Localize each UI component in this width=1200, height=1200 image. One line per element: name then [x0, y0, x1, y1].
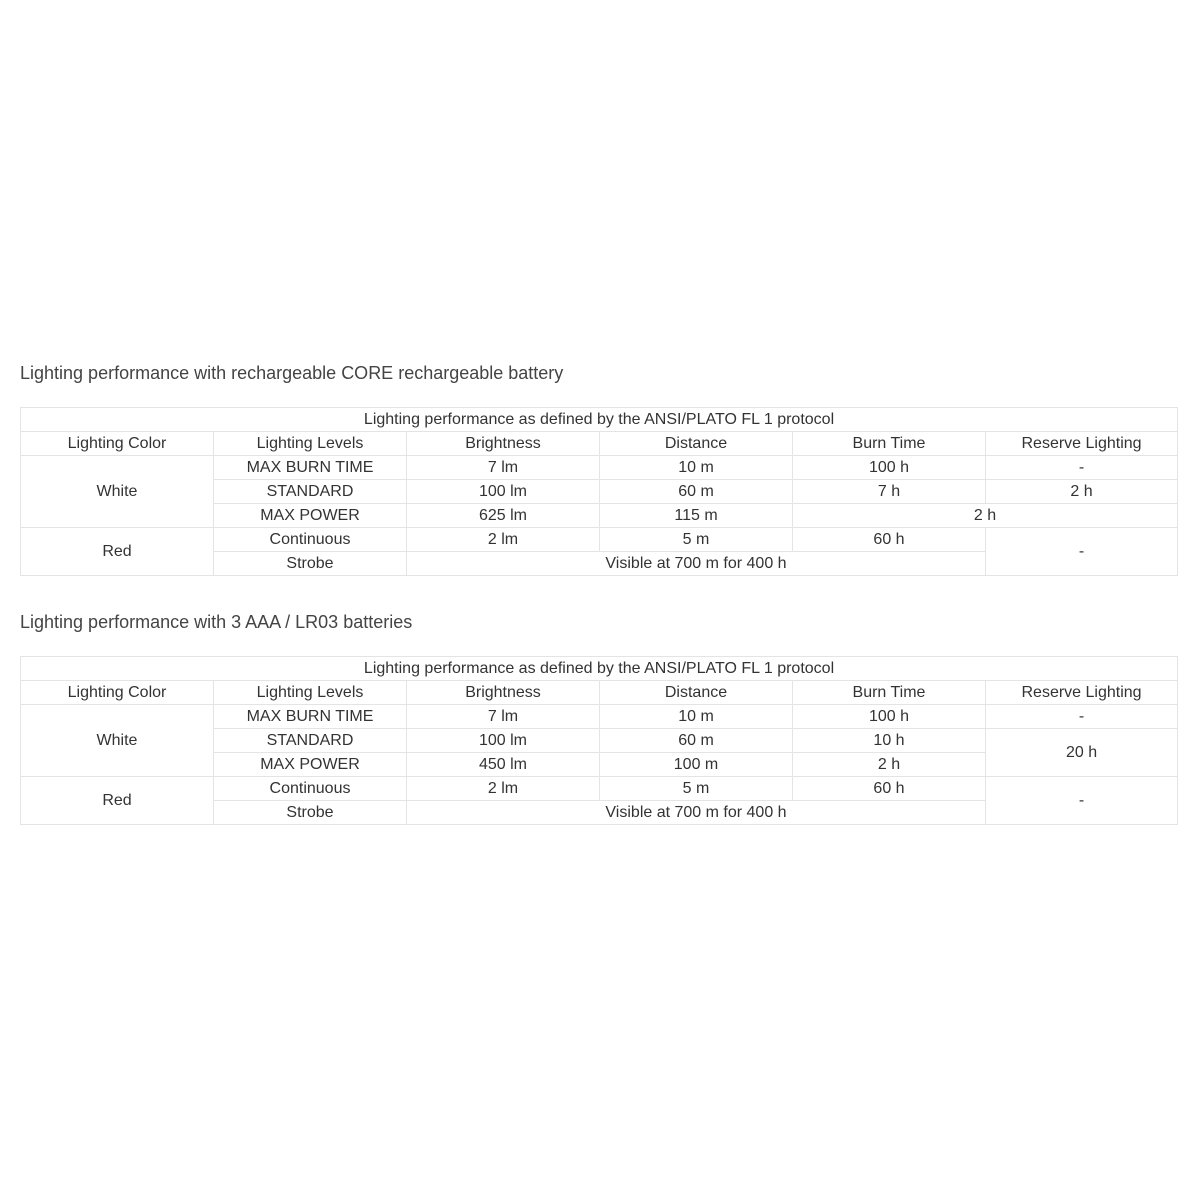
performance-table-core	[20, 407, 1178, 576]
level-cell: Continuous	[214, 777, 407, 801]
burn-time-cell: 100 h	[793, 705, 986, 729]
brightness-cell: 7 lm	[407, 705, 600, 729]
distance-cell: 100 m	[600, 753, 793, 777]
level-cell: Strobe	[214, 801, 407, 825]
distance-cell: 10 m	[600, 705, 793, 729]
color-cell-white: White	[21, 456, 214, 528]
reserve-cell: -	[986, 777, 1178, 825]
header-lighting-color: Lighting Color	[21, 432, 214, 456]
header-brightness: Brightness	[407, 681, 600, 705]
level-cell: MAX POWER	[214, 753, 407, 777]
distance-cell: 60 m	[600, 480, 793, 504]
brightness-cell: 100 lm	[407, 729, 600, 753]
header-lighting-color: Lighting Color	[21, 681, 214, 705]
header-lighting-levels: Lighting Levels	[214, 681, 407, 705]
distance-cell: 5 m	[600, 528, 793, 552]
reserve-cell: -	[986, 456, 1178, 480]
level-cell: STANDARD	[214, 480, 407, 504]
distance-cell: 10 m	[600, 456, 793, 480]
reserve-cell: 2 h	[986, 480, 1178, 504]
protocol-row	[21, 657, 1178, 681]
header-reserve-lighting: Reserve Lighting	[986, 432, 1178, 456]
brightness-cell: 2 lm	[407, 777, 600, 801]
reserve-cell: -	[986, 705, 1178, 729]
strobe-visibility-cell: Visible at 700 m for 400 h	[407, 552, 986, 576]
brightness-cell: 2 lm	[407, 528, 600, 552]
level-cell: Continuous	[214, 528, 407, 552]
column-header-row	[21, 681, 1178, 705]
level-cell: MAX POWER	[214, 504, 407, 528]
header-brightness: Brightness	[407, 432, 600, 456]
strobe-visibility-cell: Visible at 700 m for 400 h	[407, 801, 986, 825]
burn-time-cell: 10 h	[793, 729, 986, 753]
column-header-row	[21, 432, 1178, 456]
level-cell: MAX BURN TIME	[214, 705, 407, 729]
burn-time-cell: 100 h	[793, 456, 986, 480]
color-cell-red: Red	[21, 777, 214, 825]
distance-cell: 5 m	[600, 777, 793, 801]
brightness-cell: 7 lm	[407, 456, 600, 480]
brightness-cell: 450 lm	[407, 753, 600, 777]
protocol-header: Lighting performance as defined by the ANSI/PLATO FL 1 protocol	[21, 408, 1178, 432]
burn-time-cell: 60 h	[793, 528, 986, 552]
header-burn-time: Burn Time	[793, 432, 986, 456]
header-lighting-levels: Lighting Levels	[214, 432, 407, 456]
performance-table-aaa	[20, 656, 1178, 825]
table-row	[21, 777, 1178, 801]
protocol-header: Lighting performance as defined by the ANSI/PLATO FL 1 protocol	[21, 657, 1178, 681]
section-aaa-batteries	[20, 611, 1177, 821]
header-distance: Distance	[600, 681, 793, 705]
reserve-cell: -	[986, 528, 1178, 576]
brightness-cell: 100 lm	[407, 480, 600, 504]
header-reserve-lighting: Reserve Lighting	[986, 681, 1178, 705]
section-title: Lighting performance with 3 AAA / LR03 batteries	[20, 612, 413, 632]
reserve-cell: 20 h	[986, 729, 1178, 777]
table-row	[21, 528, 1178, 552]
burn-time-cell: 7 h	[793, 480, 986, 504]
brightness-cell: 625 lm	[407, 504, 600, 528]
burn-time-reserve-cell: 2 h	[793, 504, 1178, 528]
section-core-battery	[20, 362, 1177, 572]
burn-time-cell: 2 h	[793, 753, 986, 777]
distance-cell: 115 m	[600, 504, 793, 528]
level-cell: Strobe	[214, 552, 407, 576]
protocol-row	[21, 408, 1178, 432]
distance-cell: 60 m	[600, 729, 793, 753]
color-cell-white: White	[21, 705, 214, 777]
header-burn-time: Burn Time	[793, 681, 986, 705]
table-row	[21, 456, 1178, 480]
header-distance: Distance	[600, 432, 793, 456]
level-cell: MAX BURN TIME	[214, 456, 407, 480]
level-cell: STANDARD	[214, 729, 407, 753]
table-row	[21, 705, 1178, 729]
color-cell-red: Red	[21, 528, 214, 576]
section-title: Lighting performance with rechargeable CORE rechargeable battery	[20, 363, 564, 383]
burn-time-cell: 60 h	[793, 777, 986, 801]
